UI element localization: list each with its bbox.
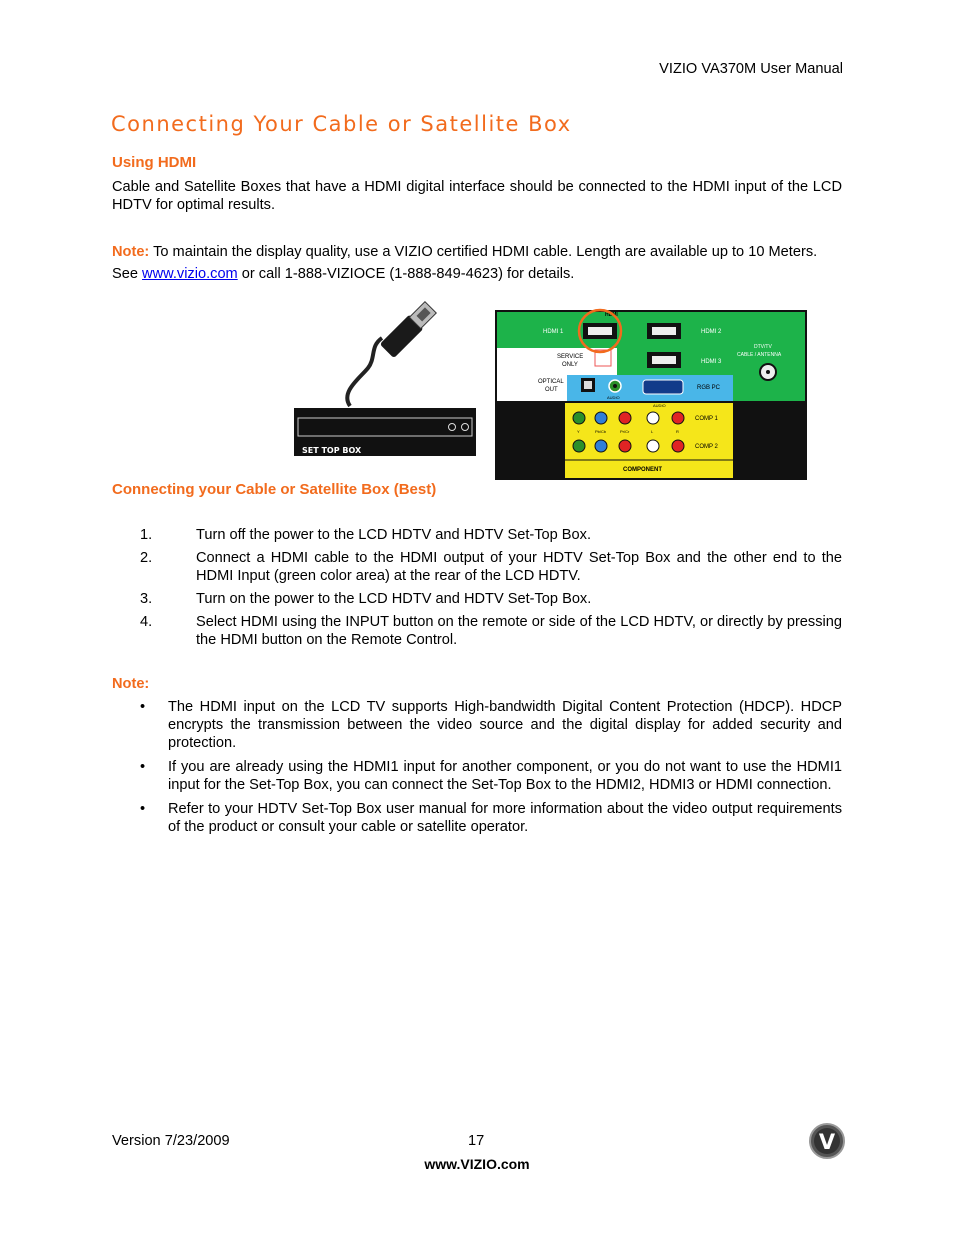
note-label: Note: xyxy=(112,244,150,260)
note-hdmi-cable xyxy=(112,241,842,285)
footer-version: Version 7/23/2009 xyxy=(112,1133,230,1149)
step-number: 3. xyxy=(140,591,153,607)
step-item xyxy=(112,526,842,544)
hdmi2-label: HDMI 2 xyxy=(701,329,722,335)
pbcb-label: Pb/Cb xyxy=(595,429,607,434)
best-connection-heading: Connecting your Cable or Satellite Box (Best) xyxy=(112,481,437,498)
audio-label: AUDIO xyxy=(607,395,620,400)
bullet-item xyxy=(112,698,842,752)
r-label: R xyxy=(676,429,679,434)
step-number: 2. xyxy=(140,550,153,566)
bullet-item xyxy=(112,800,842,836)
y-label: Y xyxy=(577,429,580,434)
l-label: L xyxy=(651,429,654,434)
note-text-after: or call 1-888-VIZIOCE (1-888-849-4623) for details. xyxy=(237,266,575,282)
prcr-label: Pr/Cr xyxy=(620,429,630,434)
dtv-label: DTV/TV xyxy=(754,344,772,350)
step-text: Connect a HDMI cable to the HDMI output of your HDTV Set-Top Box and the other end to the HDMI Input (green color area) at the rear of the LCD HDTV. xyxy=(196,550,842,584)
bullet-text: The HDMI input on the LCD TV supports High-bandwidth Digital Content Protection (HDCP). HDCP encrypts the transmission between the video source and the digital display for added security and protection. xyxy=(168,699,842,751)
vizio-website-link[interactable]: www.vizio.com xyxy=(142,266,238,282)
rgb-pc-label: RGB PC xyxy=(697,385,721,391)
set-top-box-label: SET TOP BOX xyxy=(302,446,362,455)
using-hdmi-paragraph: Cable and Satellite Boxes that have a HDMI digital interface should be connected to the HDMI input of the LCD HDTV for optimal results. xyxy=(112,179,842,213)
bullet-dot: • xyxy=(140,699,146,715)
bullet-text: If you are already using the HDMI1 input for another component, or you do not want to use the HDMI1 input for the Set-Top Box, you can connect the Set-Top Box to the HDMI2, HDMI3 or HDMI connection. xyxy=(168,759,842,793)
step-number: 1. xyxy=(140,527,153,543)
service-label: SERVICE xyxy=(557,354,584,360)
step-number: 4. xyxy=(140,614,153,630)
notes-bullet-list xyxy=(112,698,842,842)
vizio-logo xyxy=(808,1122,846,1160)
manual-title: VIZIO VA370M User Manual xyxy=(659,61,843,77)
steps-list xyxy=(112,526,842,654)
comp2-label: COMP 2 xyxy=(695,444,718,450)
bullet-text: Refer to your HDTV Set-Top Box user manual for more information about the video output requirements of the product or consult your cable or satellite operator. xyxy=(168,801,842,835)
tv-rear-panel xyxy=(495,310,807,480)
set-top-box-illustration xyxy=(294,300,476,456)
bullet-dot: • xyxy=(140,801,146,817)
step-item xyxy=(112,590,842,608)
component-label: COMPONENT xyxy=(623,467,662,473)
only-label: ONLY xyxy=(562,362,578,368)
step-text: Turn on the power to the LCD HDTV and HDTV Set-Top Box. xyxy=(196,591,592,607)
connection-diagram xyxy=(290,300,810,482)
step-text: Select HDMI using the INPUT button on the remote or side of the LCD HDTV, or directly by pressing the HDMI button on the Remote Control. xyxy=(196,614,842,648)
out-label: OUT xyxy=(545,387,558,393)
bullet-dot: • xyxy=(140,759,146,775)
using-hdmi-heading: Using HDMI xyxy=(112,154,197,171)
bullet-item xyxy=(112,758,842,794)
note-heading: Note: xyxy=(112,676,150,692)
step-text: Turn off the power to the LCD HDTV and HDTV Set-Top Box. xyxy=(196,527,592,543)
logo-letter: V xyxy=(818,1130,836,1154)
hdmi-top-label: HDMI xyxy=(605,312,618,318)
note-text-before: To maintain the display quality, use a VIZIO certified HDMI cable. Length are available up to 10 Meters. See xyxy=(112,244,818,282)
comp1-label: COMP 1 xyxy=(695,416,718,422)
footer-page-number: 17 xyxy=(468,1133,485,1149)
step-item xyxy=(112,549,842,585)
hdmi3-label: HDMI 3 xyxy=(701,359,722,365)
cable-antenna-label: CABLE / ANTENNA xyxy=(737,352,782,358)
hdmi1-label: HDMI 1 xyxy=(543,329,564,335)
audio-header-label: AUDIO xyxy=(653,403,666,408)
section-title: Connecting Your Cable or Satellite Box xyxy=(111,112,572,136)
optical-label: OPTICAL xyxy=(538,379,564,385)
step-item xyxy=(112,613,842,649)
footer-url: www.VIZIO.com xyxy=(424,1156,530,1172)
